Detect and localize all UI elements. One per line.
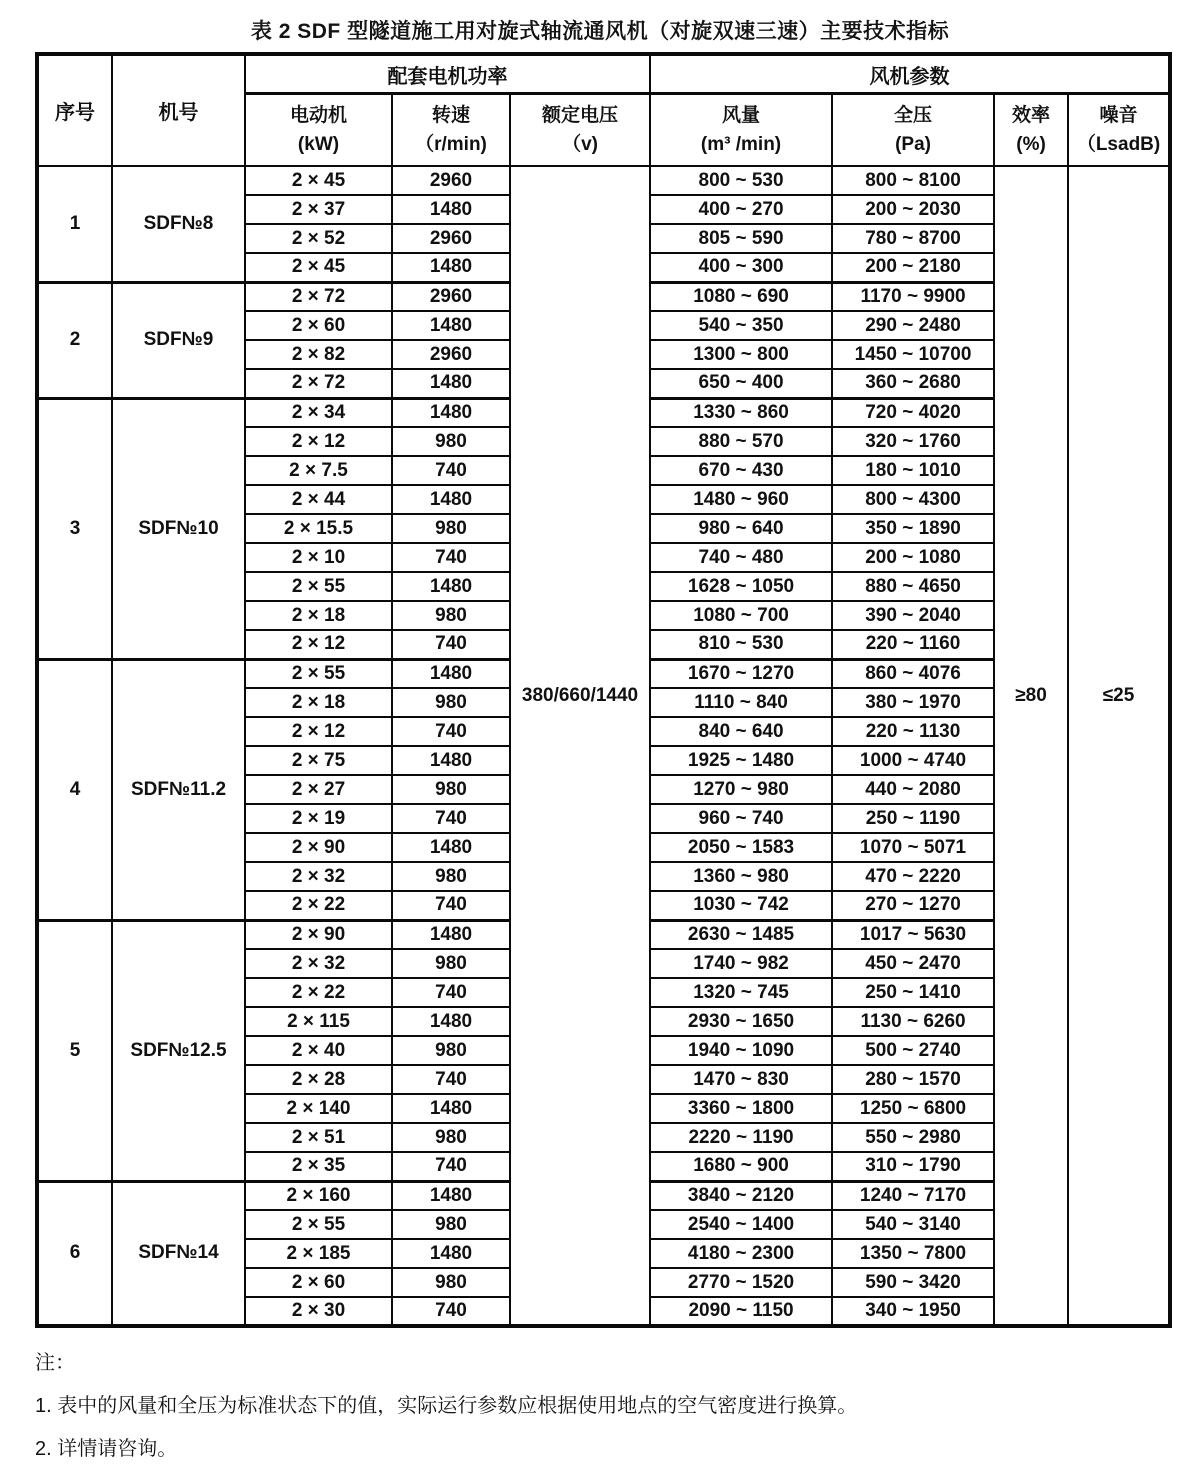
model-cell: SDF№9 <box>112 282 245 398</box>
flow-cell: 2930 ~ 1650 <box>650 1007 832 1036</box>
serial-cell: 3 <box>37 398 112 659</box>
noise-value: ≤25 <box>1102 684 1135 706</box>
motor-cell: 2 × 22 <box>245 978 392 1007</box>
speed-cell: 2960 <box>392 282 510 311</box>
motor-cell: 2 × 140 <box>245 1094 392 1123</box>
flow-cell: 4180 ~ 2300 <box>650 1239 832 1268</box>
motor-cell: 2 × 72 <box>245 369 392 398</box>
spec-table-body <box>37 166 1170 1326</box>
header-efficiency <box>994 94 1068 167</box>
header-motor-group: 配套电机功率 <box>245 54 650 94</box>
speed-cell: 1480 <box>392 1181 510 1210</box>
speed-cell: 1480 <box>392 1239 510 1268</box>
pressure-cell: 470 ~ 2220 <box>832 862 994 891</box>
pressure-cell: 1017 ~ 5630 <box>832 920 994 949</box>
speed-cell: 2960 <box>392 224 510 253</box>
motor-cell: 2 × 19 <box>245 804 392 833</box>
pressure-cell: 320 ~ 1760 <box>832 427 994 456</box>
header-pressure-unit: (Pa) <box>895 134 931 155</box>
pressure-cell: 270 ~ 1270 <box>832 891 994 920</box>
flow-cell: 2770 ~ 1520 <box>650 1268 832 1297</box>
flow-cell: 1628 ~ 1050 <box>650 572 832 601</box>
pressure-cell: 360 ~ 2680 <box>832 369 994 398</box>
speed-cell: 1480 <box>392 746 510 775</box>
flow-cell: 1940 ~ 1090 <box>650 1036 832 1065</box>
motor-cell: 2 × 32 <box>245 862 392 891</box>
speed-cell: 740 <box>392 1152 510 1181</box>
speed-cell: 980 <box>392 862 510 891</box>
speed-cell: 2960 <box>392 340 510 369</box>
motor-cell: 2 × 28 <box>245 1065 392 1094</box>
header-noise-unit: （LsadB) <box>1076 134 1161 155</box>
noise-cell <box>1068 166 1170 1326</box>
table-header <box>37 54 1170 166</box>
motor-cell: 2 × 12 <box>245 630 392 659</box>
speed-cell: 1480 <box>392 398 510 427</box>
speed-cell: 740 <box>392 804 510 833</box>
pressure-cell: 340 ~ 1950 <box>832 1297 994 1326</box>
model-cell: SDF№11.2 <box>112 659 245 920</box>
motor-cell: 2 × 27 <box>245 775 392 804</box>
flow-cell: 1330 ~ 860 <box>650 398 832 427</box>
motor-cell: 2 × 75 <box>245 746 392 775</box>
flow-cell: 670 ~ 430 <box>650 456 832 485</box>
pressure-cell: 220 ~ 1160 <box>832 630 994 659</box>
motor-cell: 2 × 45 <box>245 253 392 282</box>
header-speed-label: 转速 <box>431 104 470 126</box>
speed-cell: 1480 <box>392 659 510 688</box>
header-speed-unit: （r/min) <box>415 134 487 155</box>
motor-cell: 2 × 52 <box>245 224 392 253</box>
notes-label: 注： <box>35 1352 75 1374</box>
header-voltage-unit: （v) <box>562 134 598 155</box>
motor-cell: 2 × 55 <box>245 659 392 688</box>
motor-cell: 2 × 90 <box>245 920 392 949</box>
header-model: 机号 <box>112 54 245 166</box>
pressure-cell: 720 ~ 4020 <box>832 398 994 427</box>
speed-cell: 2960 <box>392 166 510 195</box>
spec-table <box>35 52 1172 1328</box>
flow-cell: 2050 ~ 1583 <box>650 833 832 862</box>
flow-cell: 650 ~ 400 <box>650 369 832 398</box>
motor-cell: 2 × 55 <box>245 1210 392 1239</box>
motor-cell: 2 × 37 <box>245 195 392 224</box>
flow-cell: 1080 ~ 690 <box>650 282 832 311</box>
pressure-cell: 800 ~ 8100 <box>832 166 994 195</box>
speed-cell: 740 <box>392 1297 510 1326</box>
speed-cell: 980 <box>392 1036 510 1065</box>
speed-cell: 740 <box>392 543 510 572</box>
serial-cell: 4 <box>37 659 112 920</box>
motor-cell: 2 × 44 <box>245 485 392 514</box>
flow-cell: 1680 ~ 900 <box>650 1152 832 1181</box>
note-item-1: 1. 表中的风量和全压为标准状态下的值，实际运行参数应根据使用地点的空气密度进行换算。 <box>35 1395 858 1417</box>
speed-cell: 980 <box>392 688 510 717</box>
flow-cell: 960 ~ 740 <box>650 804 832 833</box>
flow-cell: 880 ~ 570 <box>650 427 832 456</box>
note-item-2: 2. 详情请咨询。 <box>35 1438 178 1460</box>
pressure-cell: 1000 ~ 4740 <box>832 746 994 775</box>
header-efficiency-label: 效率 <box>1012 104 1051 126</box>
flow-cell: 400 ~ 270 <box>650 195 832 224</box>
pressure-cell: 800 ~ 4300 <box>832 485 994 514</box>
motor-cell: 2 × 7.5 <box>245 456 392 485</box>
pressure-cell: 1240 ~ 7170 <box>832 1181 994 1210</box>
header-motor <box>245 94 392 167</box>
efficiency-value: ≥80 <box>1015 684 1047 706</box>
header-fan-group: 风机参数 <box>650 54 1170 94</box>
flow-cell: 1110 ~ 840 <box>650 688 832 717</box>
speed-cell: 740 <box>392 978 510 1007</box>
motor-cell: 2 × 60 <box>245 311 392 340</box>
flow-cell: 810 ~ 530 <box>650 630 832 659</box>
model-cell: SDF№8 <box>112 166 245 282</box>
serial-cell: 1 <box>37 166 112 282</box>
speed-cell: 740 <box>392 456 510 485</box>
pressure-cell: 780 ~ 8700 <box>832 224 994 253</box>
motor-cell: 2 × 35 <box>245 1152 392 1181</box>
flow-cell: 1360 ~ 980 <box>650 862 832 891</box>
flow-cell: 2540 ~ 1400 <box>650 1210 832 1239</box>
motor-cell: 2 × 32 <box>245 949 392 978</box>
pressure-cell: 450 ~ 2470 <box>832 949 994 978</box>
speed-cell: 980 <box>392 1268 510 1297</box>
speed-cell: 1480 <box>392 311 510 340</box>
flow-cell: 1300 ~ 800 <box>650 340 832 369</box>
flow-cell: 980 ~ 640 <box>650 514 832 543</box>
pressure-cell: 590 ~ 3420 <box>832 1268 994 1297</box>
pressure-cell: 250 ~ 1410 <box>832 978 994 1007</box>
speed-cell: 980 <box>392 1123 510 1152</box>
motor-cell: 2 × 115 <box>245 1007 392 1036</box>
speed-cell: 1480 <box>392 1007 510 1036</box>
speed-cell: 980 <box>392 949 510 978</box>
speed-cell: 1480 <box>392 253 510 282</box>
speed-cell: 740 <box>392 1065 510 1094</box>
flow-cell: 400 ~ 300 <box>650 253 832 282</box>
pressure-cell: 390 ~ 2040 <box>832 601 994 630</box>
header-voltage <box>510 94 650 167</box>
header-serial: 序号 <box>37 54 112 166</box>
header-voltage-label: 额定电压 <box>542 104 619 126</box>
motor-cell: 2 × 82 <box>245 340 392 369</box>
header-pressure-label: 全压 <box>894 104 933 126</box>
pressure-cell: 1350 ~ 7800 <box>832 1239 994 1268</box>
pressure-cell: 1450 ~ 10700 <box>832 340 994 369</box>
header-flow-unit: (m³ /min) <box>700 134 782 155</box>
header-noise-label: 噪音 <box>1099 104 1138 126</box>
speed-cell: 980 <box>392 1210 510 1239</box>
flow-cell: 800 ~ 530 <box>650 166 832 195</box>
motor-cell: 2 × 185 <box>245 1239 392 1268</box>
motor-cell: 2 × 51 <box>245 1123 392 1152</box>
pressure-cell: 200 ~ 1080 <box>832 543 994 572</box>
motor-cell: 2 × 30 <box>245 1297 392 1326</box>
motor-cell: 2 × 18 <box>245 688 392 717</box>
serial-cell: 5 <box>37 920 112 1181</box>
speed-cell: 740 <box>392 717 510 746</box>
speed-cell: 1480 <box>392 920 510 949</box>
header-efficiency-unit: (%) <box>1016 134 1046 155</box>
pressure-cell: 1130 ~ 6260 <box>832 1007 994 1036</box>
flow-cell: 1320 ~ 745 <box>650 978 832 1007</box>
speed-cell: 1480 <box>392 833 510 862</box>
serial-cell: 2 <box>37 282 112 398</box>
pressure-cell: 350 ~ 1890 <box>832 514 994 543</box>
pressure-cell: 290 ~ 2480 <box>832 311 994 340</box>
speed-cell: 980 <box>392 514 510 543</box>
motor-cell: 2 × 15.5 <box>245 514 392 543</box>
pressure-cell: 200 ~ 2030 <box>832 195 994 224</box>
pressure-cell: 1170 ~ 9900 <box>832 282 994 311</box>
header-flow <box>650 94 832 167</box>
speed-cell: 740 <box>392 891 510 920</box>
header-row-groups <box>37 54 1170 94</box>
speed-cell: 1480 <box>392 485 510 514</box>
voltage-cell <box>510 166 650 1326</box>
flow-cell: 1470 ~ 830 <box>650 1065 832 1094</box>
voltage-value: 380/660/1440 <box>521 684 639 706</box>
flow-cell: 2630 ~ 1485 <box>650 920 832 949</box>
motor-cell: 2 × 10 <box>245 543 392 572</box>
flow-cell: 3840 ~ 2120 <box>650 1181 832 1210</box>
efficiency-cell <box>994 166 1068 1326</box>
flow-cell: 1670 ~ 1270 <box>650 659 832 688</box>
motor-cell: 2 × 160 <box>245 1181 392 1210</box>
header-flow-label: 风量 <box>722 104 761 126</box>
motor-cell: 2 × 60 <box>245 1268 392 1297</box>
motor-cell: 2 × 12 <box>245 427 392 456</box>
flow-cell: 540 ~ 350 <box>650 311 832 340</box>
flow-cell: 805 ~ 590 <box>650 224 832 253</box>
motor-cell: 2 × 40 <box>245 1036 392 1065</box>
flow-cell: 1030 ~ 742 <box>650 891 832 920</box>
header-motor-label: 电动机 <box>289 104 347 126</box>
flow-cell: 1080 ~ 700 <box>650 601 832 630</box>
speed-cell: 1480 <box>392 572 510 601</box>
pressure-cell: 880 ~ 4650 <box>832 572 994 601</box>
pressure-cell: 500 ~ 2740 <box>832 1036 994 1065</box>
flow-cell: 1925 ~ 1480 <box>650 746 832 775</box>
speed-cell: 980 <box>392 601 510 630</box>
flow-cell: 3360 ~ 1800 <box>650 1094 832 1123</box>
pressure-cell: 310 ~ 1790 <box>832 1152 994 1181</box>
flow-cell: 840 ~ 640 <box>650 717 832 746</box>
model-cell: SDF№10 <box>112 398 245 659</box>
pressure-cell: 1250 ~ 6800 <box>832 1094 994 1123</box>
motor-cell: 2 × 18 <box>245 601 392 630</box>
speed-cell: 1480 <box>392 369 510 398</box>
motor-cell: 2 × 55 <box>245 572 392 601</box>
model-cell: SDF№14 <box>112 1181 245 1326</box>
model-cell: SDF№12.5 <box>112 920 245 1181</box>
flow-cell: 2090 ~ 1150 <box>650 1297 832 1326</box>
speed-cell: 1480 <box>392 195 510 224</box>
pressure-cell: 200 ~ 2180 <box>832 253 994 282</box>
pressure-cell: 250 ~ 1190 <box>832 804 994 833</box>
flow-cell: 1480 ~ 960 <box>650 485 832 514</box>
flow-cell: 1740 ~ 982 <box>650 949 832 978</box>
pressure-cell: 380 ~ 1970 <box>832 688 994 717</box>
speed-cell: 980 <box>392 775 510 804</box>
flow-cell: 1270 ~ 980 <box>650 775 832 804</box>
pressure-cell: 440 ~ 2080 <box>832 775 994 804</box>
header-pressure <box>832 94 994 167</box>
flow-cell: 740 ~ 480 <box>650 543 832 572</box>
pressure-cell: 180 ~ 1010 <box>832 456 994 485</box>
table-title: 表 2 SDF 型隧道施工用对旋式轴流通风机（对旋双速三速）主要技术指标 <box>250 20 950 43</box>
table-row <box>37 166 1170 195</box>
header-speed <box>392 94 510 167</box>
pressure-cell: 860 ~ 4076 <box>832 659 994 688</box>
header-motor-unit: (kW) <box>297 134 340 155</box>
pressure-cell: 1070 ~ 5071 <box>832 833 994 862</box>
pressure-cell: 540 ~ 3140 <box>832 1210 994 1239</box>
speed-cell: 980 <box>392 427 510 456</box>
motor-cell: 2 × 45 <box>245 166 392 195</box>
motor-cell: 2 × 12 <box>245 717 392 746</box>
pressure-cell: 280 ~ 1570 <box>832 1065 994 1094</box>
pressure-cell: 550 ~ 2980 <box>832 1123 994 1152</box>
header-noise <box>1068 94 1170 167</box>
motor-cell: 2 × 90 <box>245 833 392 862</box>
motor-cell: 2 × 34 <box>245 398 392 427</box>
speed-cell: 1480 <box>392 1094 510 1123</box>
serial-cell: 6 <box>37 1181 112 1326</box>
speed-cell: 740 <box>392 630 510 659</box>
notes <box>35 1350 1200 1463</box>
motor-cell: 2 × 22 <box>245 891 392 920</box>
flow-cell: 2220 ~ 1190 <box>650 1123 832 1152</box>
motor-cell: 2 × 72 <box>245 282 392 311</box>
pressure-cell: 220 ~ 1130 <box>832 717 994 746</box>
